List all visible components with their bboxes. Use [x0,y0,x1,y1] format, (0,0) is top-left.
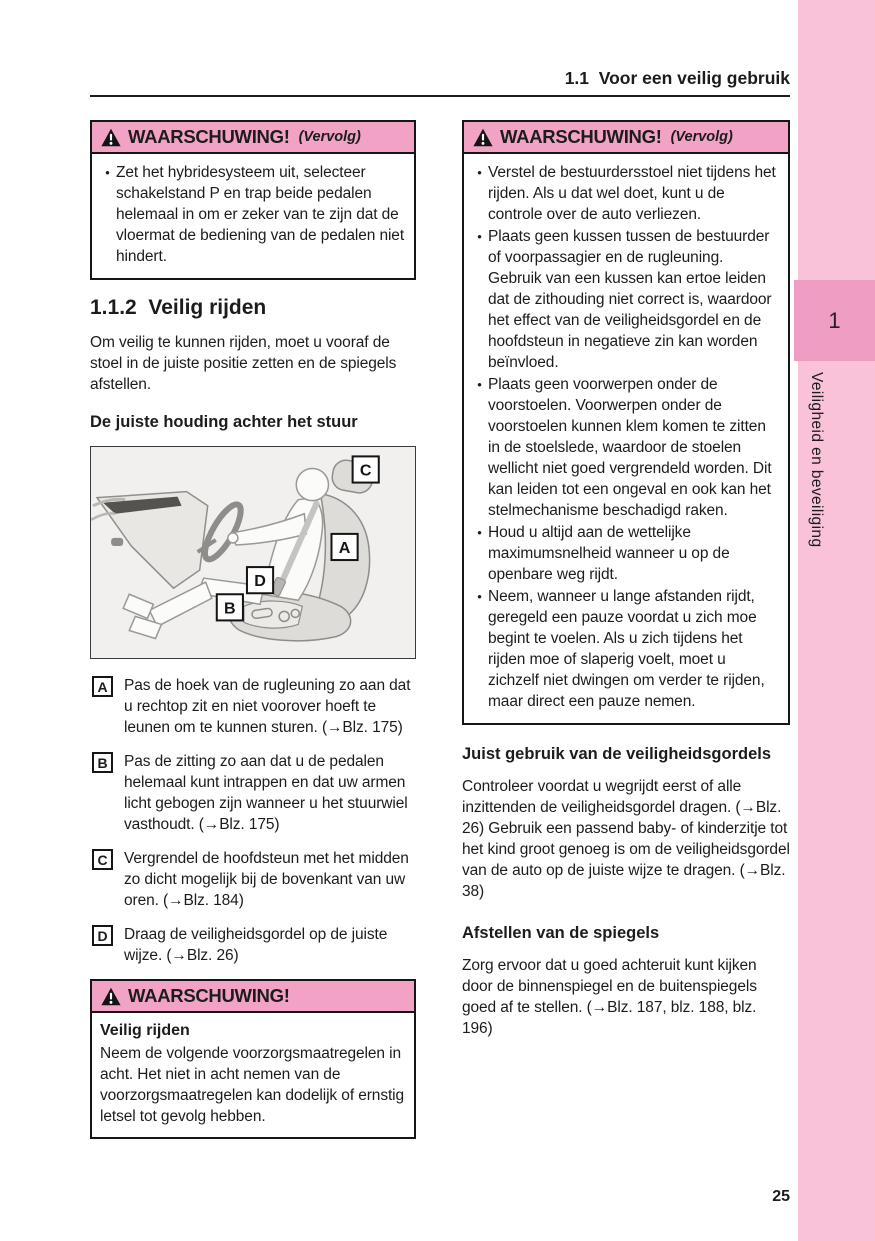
warning-triangle-icon [101,987,121,1006]
item-text: Vergrendel de hoofdsteun met het midden zo dicht mogelijk bij de bovenkant van uw oren. (→Blz. 184) [124,850,409,909]
seat-adjustment-item-c [92,848,416,911]
warning-continued-label: (Vervolg) [298,129,361,145]
bullet-text: Houd u altijd aan de wettelijke maximumsnelheid wanneer u op de openbare weg rijdt. [488,524,730,583]
figure-label-d [247,567,273,593]
driver-head [296,468,328,500]
figure-label-b [217,594,243,620]
bullet-text: Plaats geen voorwerpen onder de voorstoelen. Voorwerpen onder de voorstoelen kunnen klem komen te zitten in de stoelslede, waardoor de stoelen wellicht niet goed vergrendeld worden. Dit kan leiden tot een ongeval en ook kan het stelmechanisme beschadigd raken. [488,376,772,519]
warning-header [92,981,414,1013]
left-column [90,120,416,1143]
mirrors-section-text: Zorg ervoor dat u goed achteruit kunt kijken door de binnenspiegel en de buitenspiegels goed af te stellen. (→Blz. 187, blz. 188, blz. 196) [462,957,757,1037]
seatbelt-section-text: Controleer voordat u wegrijdt eerst of alle inzittenden de veiligheidsgordel dragen. (→Blz. 26) Gebruik een passend baby- of kinderzitje tot het kind groot genoeg is om de veiligheidsgordel van de auto op de juiste wijze te dragen. (→Blz. 38) [462,778,790,900]
chapter-tab [794,280,875,361]
warning-body [464,154,788,723]
warning-continued-label: (Vervolg) [670,129,733,145]
dash-detail [111,538,123,546]
warning-triangle-icon [101,128,121,147]
bullet-text: Plaats geen kussen tussen de bestuurder of voorpassagier en de rugleuning. Gebruik van een kussen kan ertoe leiden dat de zithouding niet correct is, waardoor het effect van de veiligheidsgordel en de hoofdsteun in negatieve zin kan worden beïnvloed. [488,228,772,371]
chapter-number: 1 [828,307,841,333]
seatbelt-section-heading: Juist gebruik van de veiligheidsgordels [462,745,772,763]
subsection-heading: De juiste houding achter het stuur [90,413,358,431]
warning-title: WAARSCHUWING! [128,985,290,1006]
item-key-box: B [92,752,113,773]
warning-body [92,1013,414,1137]
seat-illustration [91,447,415,658]
warning-subtitle: Veilig rijden [100,1022,190,1039]
driver-foot [123,594,153,618]
mirrors-section-heading: Afstellen van de spiegels [462,924,660,942]
chapter-title-vertical: Veiligheid en beveiliging [808,372,825,548]
warning-bullet [471,226,780,373]
item-key-box: C [92,849,113,870]
warning-bullet [471,522,780,585]
bullet-text: Verstel de bestuurdersstoel niet tijdens het rijden. Als u dat wel doet, kunt u de controle over de auto verliezen. [488,164,776,223]
right-column [462,120,790,1049]
warning-title: WAARSCHUWING! [500,126,662,147]
item-text: Pas de zitting zo aan dat u de pedalen helemaal kunt intrappen en dat uw armen licht gebogen zijn wanneer u het stuurwiel vasthoudt. (→Blz. 175) [124,753,408,833]
svg-text:B: B [224,599,236,618]
figure-label-a [331,534,357,560]
bullet-marker: • [477,377,482,392]
chapter-sidebar-strip [798,0,875,1241]
warning-bullet [471,374,780,521]
bullet-marker: • [105,165,110,180]
warning-box-right [462,120,790,725]
driver-leg [149,582,211,626]
svg-text:A: A [338,539,351,558]
page-number: 25 [772,1188,790,1205]
figure-label-c [353,456,379,482]
bullet-text: Neem, wanneer u lange afstanden rijdt, geregeld een pauze voordat u zich moe begint te voelen. Als u zich tijdens het rijden moe of slaperig voelt, moet u zichzelf niet dwingen om verder te rijden, maar direct een pauze nemen. [488,588,765,710]
page-header-title: 1.1 Voor een veilig gebruik [564,68,790,88]
section-intro: Om veilig te kunnen rijden, moet u vooraf de stoel in de juiste positie zetten en de spiegels afstellen. [90,334,397,393]
item-key-box: D [92,925,113,946]
warning-header [92,122,414,154]
seat-adjustment-item-b [92,751,416,835]
warning-bullet [99,162,406,267]
seat-adjustment-item-d [92,924,416,966]
warning-title: WAARSCHUWING! [128,126,290,147]
warning-header [464,122,788,154]
bullet-text: Zet het hybridesysteem uit, selecteer schakelstand P en trap beide pedalen helemaal in om er zeker van te zijn dat de vloermat de bediening van de pedalen niet hindert. [116,164,405,265]
item-text: Pas de hoek van de rugleuning zo aan dat u rechtop zit en niet voorover hoeft te leunen om te kunnen sturen. (→Blz. 175) [124,677,411,736]
bullet-marker: • [477,525,482,540]
warning-box-left-bottom [90,979,416,1139]
bullet-marker: • [477,589,482,604]
section-heading: 1.1.2 Veilig rijden [90,296,267,319]
seat-adjustment-item-a [92,675,416,738]
item-text: Draag de veiligheidsgordel op de juiste wijze. (→Blz. 26) [124,926,388,964]
bullet-marker: • [477,229,482,244]
warning-box-left-top [90,120,416,280]
warning-bullet [471,586,780,712]
driver-hand [228,533,238,543]
warning-text: Neem de volgende voorzorgsmaatregelen in acht. Het niet in acht nemen van de voorzorgsmaatregelen kan dodelijk of ernstig letsel tot gevolg hebben. [100,1045,405,1125]
svg-text:D: D [254,572,266,591]
warning-triangle-icon [473,128,493,147]
item-key-box: A [92,676,113,697]
warning-body [92,154,414,278]
seating-position-figure [90,446,416,659]
bullet-marker: • [477,165,482,180]
header-rule [90,95,790,97]
warning-bullet [471,162,780,225]
svg-text:C: C [359,461,372,480]
